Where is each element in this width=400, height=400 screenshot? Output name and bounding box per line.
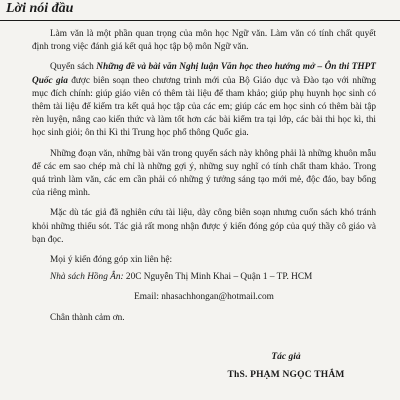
paragraph-3: Những đoạn văn, những bài văn trong quyển sách này không phải là những khuôn mẫu để các em sao chép mà chỉ là những gợi ý, những suy nghĩ có tính chất tham khảo. Trong quá trình làm văn, các em cần phải có những ý tưởng sáng tạo mới mẻ, độc đáo, bay bổng của riêng mình.	[32, 148, 376, 199]
paragraph-4: Mặc dù tác giả đã nghiên cứu tài liệu, dày công biên soạn nhưng cuốn sách khó tránh khỏi những thiếu sót. Tác giả rất mong nhận được ý kiến đóng góp của quý thầy cô giáo và bạn đọc.	[32, 208, 376, 245]
book-title: Những đề và bài văn Nghị luận Văn học theo hướng mở – Ôn thi THPT Quốc gia	[32, 62, 376, 86]
publisher-address: 20C Nguyễn Thị Minh Khai – Quận 1 – TP. HCM	[123, 272, 313, 283]
publisher-label: Nhà sách Hồng Ân:	[50, 272, 124, 283]
email-address: nhasachhongan@hotmail.com	[158, 292, 274, 303]
author-name: ThS. PHẠM NGỌC THẮM	[227, 370, 345, 380]
publisher-line	[32, 271, 376, 284]
preface-body	[32, 28, 376, 332]
paragraph-2-intro: Quyển sách	[50, 62, 97, 73]
email-line	[32, 291, 376, 304]
email-label: Email:	[134, 292, 159, 303]
paragraph-2	[32, 61, 376, 140]
paragraph-1: Làm văn là một phần quan trọng của môn học Ngữ văn. Làm văn có tính chất quyết định trong việc đánh giá kết quả học tập bộ môn Ngữ văn.	[32, 29, 376, 53]
signature-role: Tác giả	[271, 352, 301, 362]
closing-line: Chân thành cảm ơn.	[50, 312, 125, 323]
paragraph-2-rest: được biên soạn theo chương trình mới của Bộ Giáo dục và Đào tạo với những mục đích chính: giúp giáo viên có thêm tài liệu để tham khảo; giúp phụ huynh học sinh có thêm tài liệu để kiểm tra kết quả học tập của các em; giúp các em học sinh có thêm bài tập rèn luyện, nâng cao kiến thức và làm tốt hơn các bài kiểm tra tại lớp, các bài thi học kì, thi học sinh giỏi; ôn thi Kì thi Trung học phổ thông Quốc gia.	[32, 75, 376, 139]
paragraph-5: Mọi ý kiến đóng góp xin liên hệ:	[50, 255, 173, 266]
page-title: Lời nói đầu	[6, 1, 81, 17]
section-header	[0, 0, 400, 22]
signature-block	[206, 352, 366, 380]
